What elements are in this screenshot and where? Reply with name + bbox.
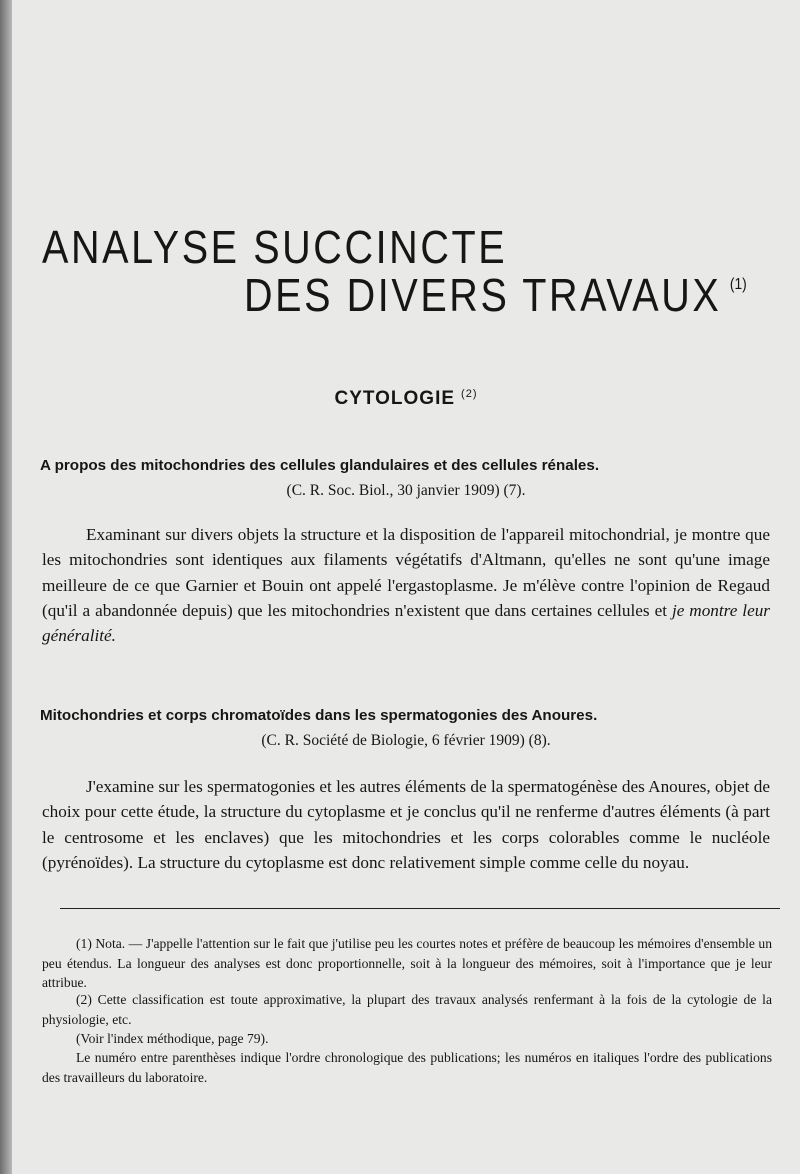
title-footnote-marker: (1) — [729, 276, 747, 293]
footnote-3: Le numéro entre parenthèses indique l'ordre chronologique des publications; les numéros en italiques l'ordre des publications des travailleurs du laboratoire. — [42, 1050, 772, 1085]
main-title-line2-text: DES DIVERS TRAVAUX — [244, 269, 722, 321]
section-title-text: CYTOLOGIE — [334, 388, 456, 409]
entry-2-body: J'examine sur les spermatogonies et les autres éléments de la spermatogénèse des Anoures, objet de choix pour cette étude, la structure du cytoplasme et je conclus qu'il ne renferme d'autres éléments (à part le centrosome et les enclaves) que les mitochondries et les corps colorables comme le nucléole (pyrénoïdes). La structure du cytoplasme est donc relativement simple comme celle du noyau. — [42, 777, 770, 872]
footnote-2-index-reference: (Voir l'index méthodique, page 79). — [76, 1031, 269, 1046]
entry-1-reference: (C. R. Soc. Biol., 30 janvier 1909) (7). — [286, 482, 526, 499]
footnote-1: (1) Nota. — J'appelle l'attention sur le fait que j'utilise peu les courtes notes et préfère de beaucoup les mémoires d'ensemble un peu étendus. La longueur des analyses est donc proportionnelle, soit à la longueur des mémoires, soit à l'importance que je leur attribue. — [42, 936, 772, 991]
document-page — [12, 0, 800, 1174]
entry-1-body-text: Examinant sur divers objets la structure et la disposition de l'appareil mitochondrial, je montre que les mitochondries sont identiques aux filaments végétatifs d'Altmann, qu'elles ne sont qu'une image meilleure de ce que Garnier et Bouin ont appelé l'ergastoplasme. Je m'élève contre l'opinion de Regaud (qu'il a abandonnée depuis) que les mitochondries n'existent que dans certaines cellules et — [42, 525, 770, 620]
entry-2-title: Mitochondries et corps chromatoïdes dans les spermatogonies des Anoures. — [40, 707, 598, 724]
footnote-divider — [60, 908, 780, 909]
entry-2-reference: (C. R. Société de Biologie, 6 février 1909) (8). — [261, 732, 551, 749]
scan-page-edge — [0, 0, 12, 1174]
footnote-2: (2) Cette classification est toute approximative, la plupart des travaux analysés renfermant à la fois de la cytologie de la physiologie, etc. — [42, 992, 772, 1027]
section-footnote-marker: (2) — [461, 388, 478, 400]
section-title — [12, 388, 800, 410]
entry-1-body-italic: je montre leur généralité. — [42, 600, 770, 646]
entry-1-body — [42, 522, 770, 648]
main-title-line1: ANALYSE SUCCINCTE — [42, 221, 508, 273]
main-title-line2 — [244, 268, 747, 322]
entry-1-title: A propos des mitochondries des cellules glandulaires et des cellules rénales. — [40, 457, 600, 474]
